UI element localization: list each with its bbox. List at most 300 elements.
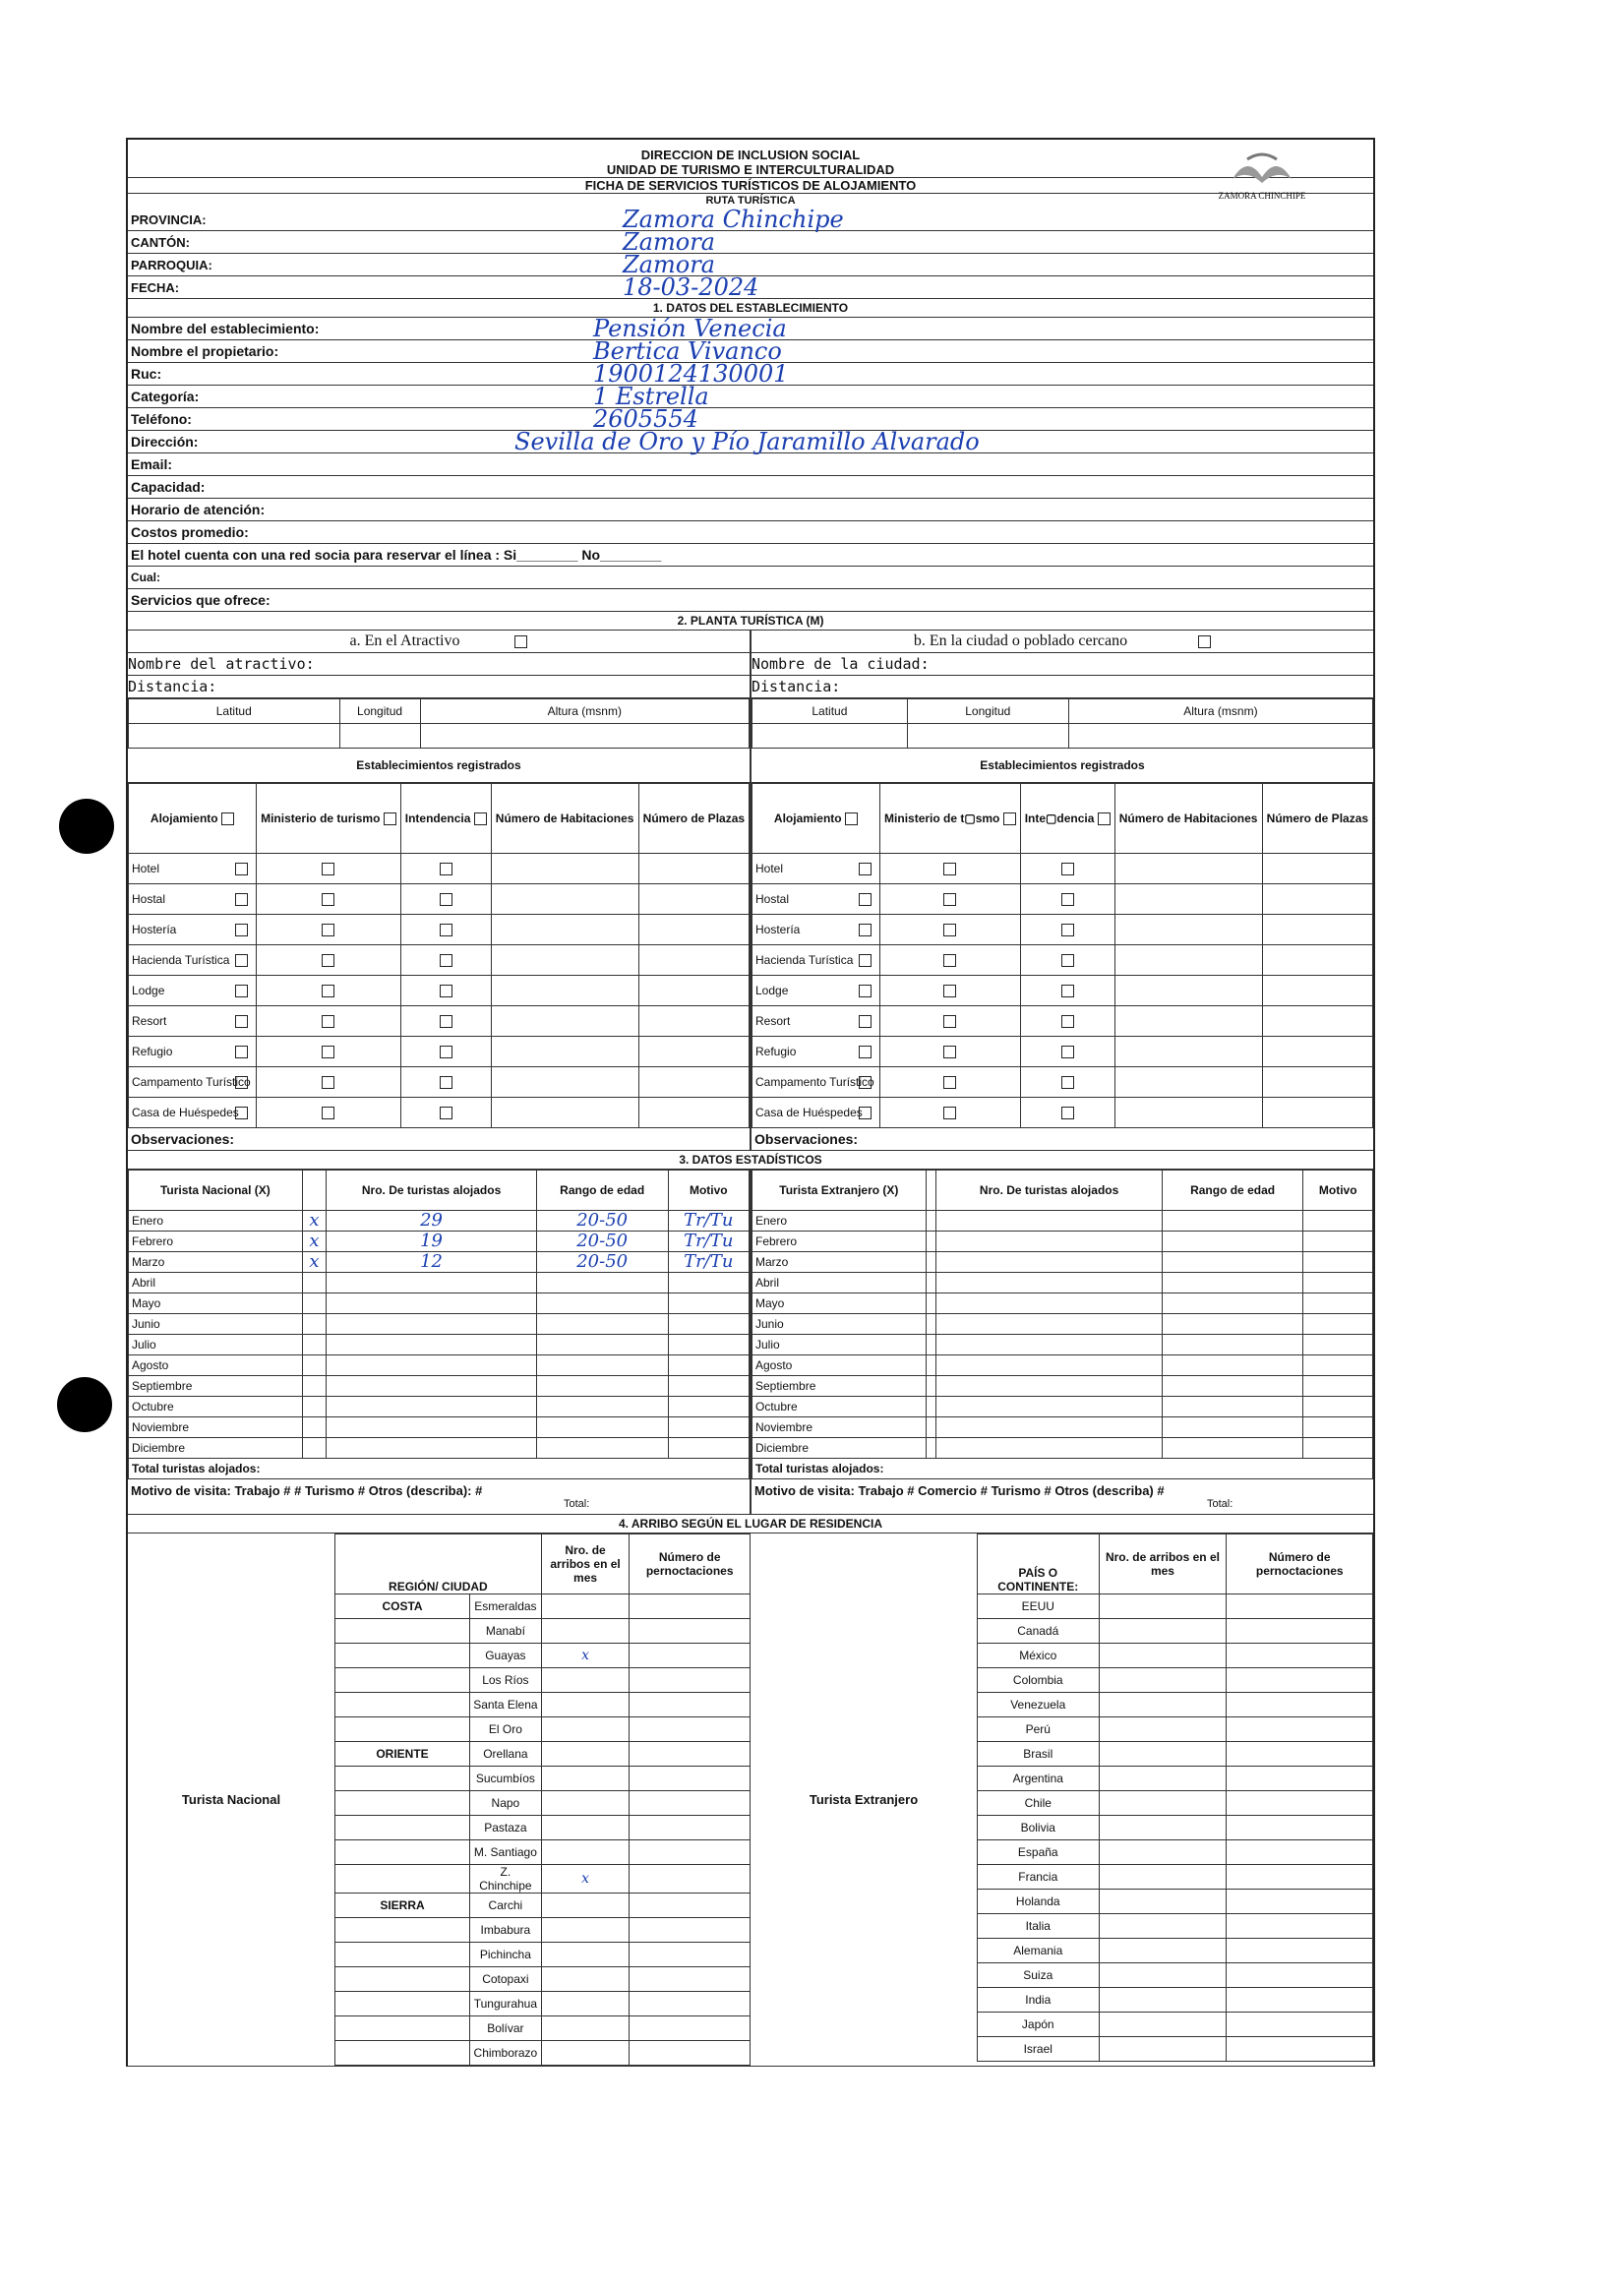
arribos-cell[interactable] — [541, 1791, 630, 1816]
stats-cell[interactable] — [668, 1376, 749, 1397]
habitaciones-cell[interactable] — [1114, 1037, 1262, 1067]
checkbox[interactable] — [322, 863, 334, 875]
pernoct-cell[interactable] — [630, 1791, 751, 1816]
stats-cell[interactable] — [536, 1397, 668, 1417]
stats-cell[interactable] — [1303, 1355, 1373, 1376]
stats-cell[interactable] — [1162, 1273, 1303, 1293]
establishment-row — [128, 428, 1373, 455]
checkbox[interactable] — [235, 1107, 248, 1119]
stats-cell[interactable] — [1303, 1335, 1373, 1355]
stats-cell[interactable] — [668, 1293, 749, 1314]
checkbox[interactable] — [322, 1107, 334, 1119]
arribos-cell[interactable] — [1099, 1668, 1227, 1693]
plazas-cell[interactable] — [1262, 884, 1372, 915]
pernoct-cell[interactable] — [630, 1943, 751, 1967]
stats-cell[interactable] — [926, 1252, 936, 1273]
stats-cell[interactable] — [536, 1438, 668, 1459]
stats-cell[interactable] — [1162, 1335, 1303, 1355]
pernoct-cell[interactable] — [630, 1918, 751, 1943]
stats-cell[interactable] — [668, 1273, 749, 1293]
location-value[interactable]: Zamora Chinchipe — [623, 206, 844, 233]
habitaciones-cell[interactable] — [491, 1067, 638, 1098]
stats-cell[interactable] — [926, 1438, 936, 1459]
stats-cell[interactable]: Tr/Tu — [668, 1211, 749, 1232]
pernoct-cell[interactable] — [630, 1967, 751, 1992]
checkbox[interactable] — [943, 893, 956, 906]
field-value[interactable]: 2605554 — [593, 405, 698, 433]
stats-cell[interactable] — [536, 1314, 668, 1335]
arribos-cell[interactable] — [1099, 2013, 1227, 2037]
plazas-cell[interactable] — [1262, 1037, 1372, 1067]
stats-cell[interactable] — [1303, 1273, 1373, 1293]
month-name: Septiembre — [752, 1376, 927, 1397]
habitaciones-cell[interactable] — [1114, 884, 1262, 915]
pernoct-cell[interactable] — [630, 1816, 751, 1840]
checkbox[interactable] — [440, 985, 452, 997]
habitaciones-cell[interactable] — [1114, 1006, 1262, 1037]
motivo-left-total: Total: — [564, 1498, 590, 1510]
stats-cell[interactable] — [936, 1211, 1162, 1232]
stats-cell[interactable] — [302, 1355, 327, 1376]
stats-cell[interactable] — [1303, 1417, 1373, 1438]
pernoct-cell[interactable] — [630, 2041, 751, 2066]
plazas-cell[interactable] — [638, 854, 749, 884]
checkbox[interactable] — [322, 954, 334, 967]
establishment-row — [128, 383, 1373, 410]
stats-cell[interactable] — [302, 1293, 327, 1314]
checkbox[interactable] — [943, 954, 956, 967]
arribos-cell[interactable] — [1099, 1742, 1227, 1767]
plazas-cell[interactable] — [1262, 1098, 1372, 1128]
pernoct-cell[interactable] — [1227, 1890, 1373, 1914]
stats-cell[interactable]: 29 — [327, 1211, 536, 1232]
pernoct-cell[interactable] — [630, 1840, 751, 1865]
hotel-question-row: El hotel cuenta con una red socia para reservar el línea : Si________ No________ — [128, 544, 1373, 567]
checkbox[interactable] — [943, 924, 956, 936]
arribos-cell[interactable] — [541, 1693, 630, 1717]
checkbox[interactable] — [440, 1076, 452, 1089]
pernoct-cell[interactable] — [630, 1644, 751, 1668]
stats-cell[interactable] — [1162, 1438, 1303, 1459]
checkbox[interactable] — [859, 1076, 872, 1089]
stats-cell[interactable] — [1162, 1293, 1303, 1314]
checkbox[interactable] — [440, 1107, 452, 1119]
checkbox[interactable] — [440, 893, 452, 906]
plazas-cell[interactable] — [638, 1006, 749, 1037]
month-name: Julio — [129, 1335, 303, 1355]
pernoct-cell[interactable] — [1227, 1594, 1373, 1619]
stats-cell[interactable] — [1303, 1232, 1373, 1252]
arribos-cell[interactable] — [1099, 1619, 1227, 1644]
arribos-cell[interactable] — [541, 1668, 630, 1693]
stats-cell[interactable]: 20-50 — [536, 1252, 668, 1273]
habitaciones-cell[interactable] — [491, 1006, 638, 1037]
field-value[interactable]: Sevilla de Oro y Pío Jaramillo Alvarado — [514, 428, 980, 455]
stats-cell[interactable] — [302, 1273, 327, 1293]
habitaciones-cell[interactable] — [1114, 1098, 1262, 1128]
habitaciones-cell[interactable] — [491, 915, 638, 945]
stats-cell[interactable] — [936, 1232, 1162, 1252]
stats-cell[interactable] — [327, 1355, 536, 1376]
arribos-cell[interactable] — [1099, 1963, 1227, 1988]
checkbox[interactable] — [474, 812, 487, 825]
stats-cell[interactable] — [302, 1417, 327, 1438]
habitaciones-cell[interactable] — [1114, 945, 1262, 976]
arribos-cell[interactable] — [541, 1816, 630, 1840]
checkbox[interactable] — [859, 863, 872, 875]
stats-cell[interactable]: 19 — [327, 1232, 536, 1252]
pernoct-cell[interactable] — [1227, 1644, 1373, 1668]
header-line1: DIRECCION DE INCLUSION SOCIAL — [640, 148, 861, 162]
stats-cell[interactable] — [936, 1355, 1162, 1376]
stats-cell[interactable] — [1162, 1232, 1303, 1252]
pernoct-cell[interactable] — [1227, 1693, 1373, 1717]
checkbox[interactable] — [943, 863, 956, 875]
arribos-cell[interactable]: x — [541, 1865, 630, 1894]
stats-cell[interactable] — [302, 1397, 327, 1417]
pernoct-cell[interactable] — [630, 1992, 751, 2016]
stats-cell[interactable] — [926, 1397, 936, 1417]
stats-cell[interactable] — [327, 1335, 536, 1355]
arribos-cell[interactable] — [1099, 1693, 1227, 1717]
arribos-cell[interactable] — [1099, 1717, 1227, 1742]
section1-title: 1. DATOS DEL ESTABLECIMIENTO — [128, 299, 1373, 318]
stats-cell[interactable]: 20-50 — [536, 1211, 668, 1232]
stats-cell[interactable] — [536, 1273, 668, 1293]
arribos-cell[interactable] — [541, 1943, 630, 1967]
checkbox[interactable] — [440, 954, 452, 967]
stats-cell[interactable] — [1303, 1397, 1373, 1417]
month-name: Enero — [752, 1211, 927, 1232]
checkbox[interactable] — [221, 812, 234, 825]
checkbox[interactable] — [859, 985, 872, 997]
pernoct-cell[interactable] — [630, 1619, 751, 1644]
stats-cell[interactable]: 12 — [327, 1252, 536, 1273]
pernoct-cell[interactable] — [1227, 1742, 1373, 1767]
stats-cell[interactable] — [327, 1417, 536, 1438]
arribos-cell[interactable] — [541, 2041, 630, 2066]
stats-cell[interactable] — [936, 1314, 1162, 1335]
plazas-cell[interactable] — [1262, 976, 1372, 1006]
stats-cell[interactable] — [302, 1335, 327, 1355]
checkbox[interactable] — [235, 924, 248, 936]
stats-cell[interactable] — [936, 1273, 1162, 1293]
arribos-cell[interactable] — [1099, 1939, 1227, 1963]
stats-cell[interactable] — [327, 1397, 536, 1417]
pernoct-cell[interactable] — [1227, 1963, 1373, 1988]
location-value[interactable]: Zamora — [623, 228, 715, 256]
stats-cell[interactable] — [668, 1355, 749, 1376]
stats-cell[interactable] — [668, 1335, 749, 1355]
pernoct-cell[interactable] — [1227, 1668, 1373, 1693]
checkbox[interactable] — [1061, 863, 1074, 875]
checkbox[interactable] — [235, 1046, 248, 1058]
field-value[interactable]: 1900124130001 — [593, 360, 789, 388]
stats-cell[interactable] — [668, 1417, 749, 1438]
arribos-cell[interactable] — [1099, 1840, 1227, 1865]
checkbox[interactable] — [1061, 924, 1074, 936]
pernoct-cell[interactable] — [630, 1767, 751, 1791]
country-row — [978, 1865, 1373, 1890]
stats-cell[interactable] — [1303, 1438, 1373, 1459]
habitaciones-cell[interactable] — [491, 976, 638, 1006]
habitaciones-cell[interactable] — [491, 884, 638, 915]
checkbox[interactable] — [1061, 954, 1074, 967]
stats-cell[interactable] — [536, 1335, 668, 1355]
stats-cell[interactable] — [926, 1376, 936, 1397]
pernoct-cell[interactable] — [1227, 1840, 1373, 1865]
stats-cell[interactable] — [1303, 1211, 1373, 1232]
stats-cell[interactable] — [1303, 1252, 1373, 1273]
plazas-cell[interactable] — [1262, 1067, 1372, 1098]
stats-cell[interactable] — [327, 1273, 536, 1293]
pernoct-cell[interactable] — [1227, 1939, 1373, 1963]
lodging-header — [129, 784, 750, 854]
stats-cell[interactable] — [936, 1417, 1162, 1438]
pernoct-cell[interactable] — [630, 1717, 751, 1742]
checkbox[interactable] — [1061, 1107, 1074, 1119]
pernoct-cell[interactable] — [630, 1865, 751, 1894]
habitaciones-cell[interactable] — [1114, 976, 1262, 1006]
stats-cell[interactable]: x — [302, 1232, 327, 1252]
month-name: Febrero — [752, 1232, 927, 1252]
stats-cell[interactable] — [936, 1252, 1162, 1273]
plazas-cell[interactable] — [638, 1037, 749, 1067]
checkbox[interactable] — [1061, 1046, 1074, 1058]
arribos-cell[interactable] — [541, 1742, 630, 1767]
stats-cell[interactable] — [936, 1335, 1162, 1355]
pernoct-cell[interactable] — [1227, 1865, 1373, 1890]
checkbox[interactable] — [322, 1015, 334, 1028]
checkbox[interactable] — [1061, 1076, 1074, 1089]
field-value[interactable]: Pensión Venecia — [593, 315, 787, 342]
plazas-cell[interactable] — [638, 1098, 749, 1128]
pernoct-cell[interactable] — [1227, 1791, 1373, 1816]
stats-cell[interactable] — [926, 1355, 936, 1376]
stats-cell[interactable] — [1162, 1376, 1303, 1397]
checkbox[interactable] — [322, 924, 334, 936]
plazas-cell[interactable] — [638, 915, 749, 945]
pernoct-cell[interactable] — [630, 1594, 751, 1619]
stats-cell[interactable] — [926, 1211, 936, 1232]
pernoct-cell[interactable] — [1227, 2037, 1373, 2062]
plazas-cell[interactable] — [638, 945, 749, 976]
stats-cell[interactable] — [327, 1376, 536, 1397]
checkbox[interactable] — [235, 954, 248, 967]
city-cell: Imbabura — [470, 1918, 542, 1943]
pernoct-cell[interactable] — [1227, 1914, 1373, 1939]
stats-cell[interactable]: 20-50 — [536, 1232, 668, 1252]
checkbox[interactable] — [859, 1046, 872, 1058]
plazas-cell[interactable] — [638, 1067, 749, 1098]
pernoct-cell[interactable] — [630, 1668, 751, 1693]
stats-cell[interactable] — [1303, 1293, 1373, 1314]
checkbox[interactable] — [440, 924, 452, 936]
checkbox[interactable] — [1061, 893, 1074, 906]
stats-cell[interactable] — [302, 1376, 327, 1397]
stats-cell[interactable] — [1303, 1314, 1373, 1335]
stats-cell[interactable] — [327, 1314, 536, 1335]
checkbox[interactable] — [943, 985, 956, 997]
month-row — [752, 1273, 1373, 1293]
checkbox[interactable] — [440, 863, 452, 875]
checkbox[interactable] — [440, 1015, 452, 1028]
right-title-checkbox[interactable] — [1198, 635, 1211, 648]
stats-cell[interactable] — [1162, 1314, 1303, 1335]
plazas-cell[interactable] — [638, 976, 749, 1006]
arribos-cell[interactable] — [1099, 1644, 1227, 1668]
checkbox[interactable] — [235, 863, 248, 875]
checkbox[interactable] — [322, 985, 334, 997]
arribos-cell[interactable] — [1099, 1816, 1227, 1840]
checkbox[interactable] — [859, 1107, 872, 1119]
stats-cell[interactable]: x — [302, 1252, 327, 1273]
pernoct-cell[interactable] — [1227, 2013, 1373, 2037]
arribos-cell[interactable] — [541, 1840, 630, 1865]
pernoct-cell[interactable] — [1227, 1619, 1373, 1644]
pernoct-cell[interactable] — [630, 1693, 751, 1717]
arribos-cell[interactable] — [541, 1767, 630, 1791]
habitaciones-cell[interactable] — [491, 1098, 638, 1128]
pernoct-cell[interactable] — [1227, 1717, 1373, 1742]
checkbox[interactable] — [845, 812, 858, 825]
plazas-cell[interactable] — [1262, 945, 1372, 976]
stats-cell[interactable]: Tr/Tu — [668, 1232, 749, 1252]
stats-cell[interactable] — [936, 1293, 1162, 1314]
arribos-cell[interactable] — [1099, 1791, 1227, 1816]
location-value[interactable]: Zamora — [623, 251, 715, 278]
section3-title: 3. DATOS ESTADÍSTICOS — [128, 1151, 1373, 1170]
field-value[interactable]: Bertica Vivanco — [593, 337, 782, 365]
checkbox[interactable] — [322, 1076, 334, 1089]
pernoct-cell[interactable] — [1227, 1767, 1373, 1791]
stats-cell[interactable] — [1162, 1355, 1303, 1376]
plazas-cell[interactable] — [638, 884, 749, 915]
checkbox[interactable] — [859, 924, 872, 936]
stats-cell[interactable] — [668, 1314, 749, 1335]
establishment-row — [128, 476, 1373, 499]
arribos-cell[interactable] — [541, 1967, 630, 1992]
stats-cell[interactable] — [936, 1376, 1162, 1397]
arribos-cell[interactable] — [541, 1594, 630, 1619]
checkbox[interactable] — [859, 893, 872, 906]
month-name: Febrero — [129, 1232, 303, 1252]
stats-cell[interactable] — [327, 1293, 536, 1314]
stats-cell[interactable] — [536, 1376, 668, 1397]
pernoct-cell[interactable] — [630, 1894, 751, 1918]
checkbox[interactable] — [943, 1076, 956, 1089]
checkbox[interactable] — [235, 985, 248, 997]
arribos-cell[interactable] — [1099, 1865, 1227, 1890]
checkbox[interactable] — [859, 954, 872, 967]
checkbox[interactable] — [1061, 985, 1074, 997]
plazas-cell[interactable] — [1262, 854, 1372, 884]
arribos-cell[interactable] — [1099, 1988, 1227, 2013]
stats-cell[interactable] — [1162, 1211, 1303, 1232]
checkbox[interactable] — [859, 1015, 872, 1028]
plazas-cell[interactable] — [1262, 1006, 1372, 1037]
checkbox[interactable] — [235, 1015, 248, 1028]
habitaciones-cell[interactable] — [1114, 1067, 1262, 1098]
arribos-cell[interactable] — [541, 1894, 630, 1918]
stats-cell[interactable] — [936, 1397, 1162, 1417]
left-title-checkbox[interactable] — [514, 635, 527, 648]
stats-cell[interactable] — [926, 1273, 936, 1293]
stats-cell[interactable] — [302, 1438, 327, 1459]
pernoct-cell[interactable] — [1227, 1988, 1373, 2013]
field-value[interactable]: 1 Estrella — [593, 383, 709, 410]
lodging-row — [129, 1006, 750, 1037]
stats-cell[interactable] — [1162, 1252, 1303, 1273]
checkbox[interactable] — [235, 1076, 248, 1089]
arribos-cell[interactable] — [541, 1717, 630, 1742]
habitaciones-cell[interactable] — [491, 1037, 638, 1067]
stats-cell[interactable] — [668, 1438, 749, 1459]
checkbox[interactable] — [943, 1107, 956, 1119]
habitaciones-cell[interactable] — [491, 854, 638, 884]
stats-cell[interactable] — [302, 1314, 327, 1335]
checkbox[interactable] — [440, 1046, 452, 1058]
stats-cell[interactable] — [926, 1232, 936, 1252]
checkbox[interactable] — [384, 812, 396, 825]
checkbox[interactable] — [943, 1015, 956, 1028]
checkbox[interactable] — [1098, 812, 1111, 825]
checkbox[interactable] — [235, 893, 248, 906]
arribos-cell[interactable] — [1099, 1594, 1227, 1619]
checkbox[interactable] — [322, 893, 334, 906]
checkbox[interactable] — [1061, 1015, 1074, 1028]
location-value[interactable]: 18-03-2024 — [623, 273, 759, 301]
stats-cell[interactable] — [668, 1397, 749, 1417]
stats-cell[interactable] — [1303, 1376, 1373, 1397]
stats-col: Rango de edad — [1162, 1171, 1303, 1211]
stats-cell[interactable] — [926, 1314, 936, 1335]
stats-cell[interactable] — [936, 1438, 1162, 1459]
stats-cell[interactable] — [327, 1438, 536, 1459]
stats-cell[interactable]: x — [302, 1211, 327, 1232]
arribos-cell[interactable] — [541, 1918, 630, 1943]
checkbox[interactable] — [322, 1046, 334, 1058]
stats-cell[interactable]: Tr/Tu — [668, 1252, 749, 1273]
region-cell — [335, 1791, 470, 1816]
habitaciones-cell[interactable] — [1114, 915, 1262, 945]
pernoct-cell[interactable] — [630, 2016, 751, 2041]
stats-cell[interactable] — [926, 1293, 936, 1314]
stats-cell[interactable] — [536, 1355, 668, 1376]
arribos-cell[interactable] — [541, 1992, 630, 2016]
arribos-cell[interactable] — [541, 2016, 630, 2041]
stats-cell[interactable] — [926, 1417, 936, 1438]
pernoct-cell[interactable] — [1227, 1816, 1373, 1840]
arribos-cell[interactable] — [1099, 2037, 1227, 2062]
arribos-cell[interactable] — [1099, 1914, 1227, 1939]
arribos-cell[interactable] — [1099, 1767, 1227, 1791]
plazas-cell[interactable] — [1262, 915, 1372, 945]
checkbox[interactable] — [1003, 812, 1016, 825]
stats-cell[interactable] — [1162, 1397, 1303, 1417]
habitaciones-cell[interactable] — [491, 945, 638, 976]
stats-cell[interactable] — [1162, 1417, 1303, 1438]
arribos-cell[interactable] — [541, 1619, 630, 1644]
habitaciones-cell[interactable] — [1114, 854, 1262, 884]
arribos-cell[interactable]: x — [541, 1644, 630, 1668]
pernoct-cell[interactable] — [630, 1742, 751, 1767]
stats-cell[interactable] — [536, 1293, 668, 1314]
stats-cell[interactable] — [536, 1417, 668, 1438]
checkbox[interactable] — [943, 1046, 956, 1058]
stats-cell[interactable] — [926, 1335, 936, 1355]
arribos-cell[interactable] — [1099, 1890, 1227, 1914]
